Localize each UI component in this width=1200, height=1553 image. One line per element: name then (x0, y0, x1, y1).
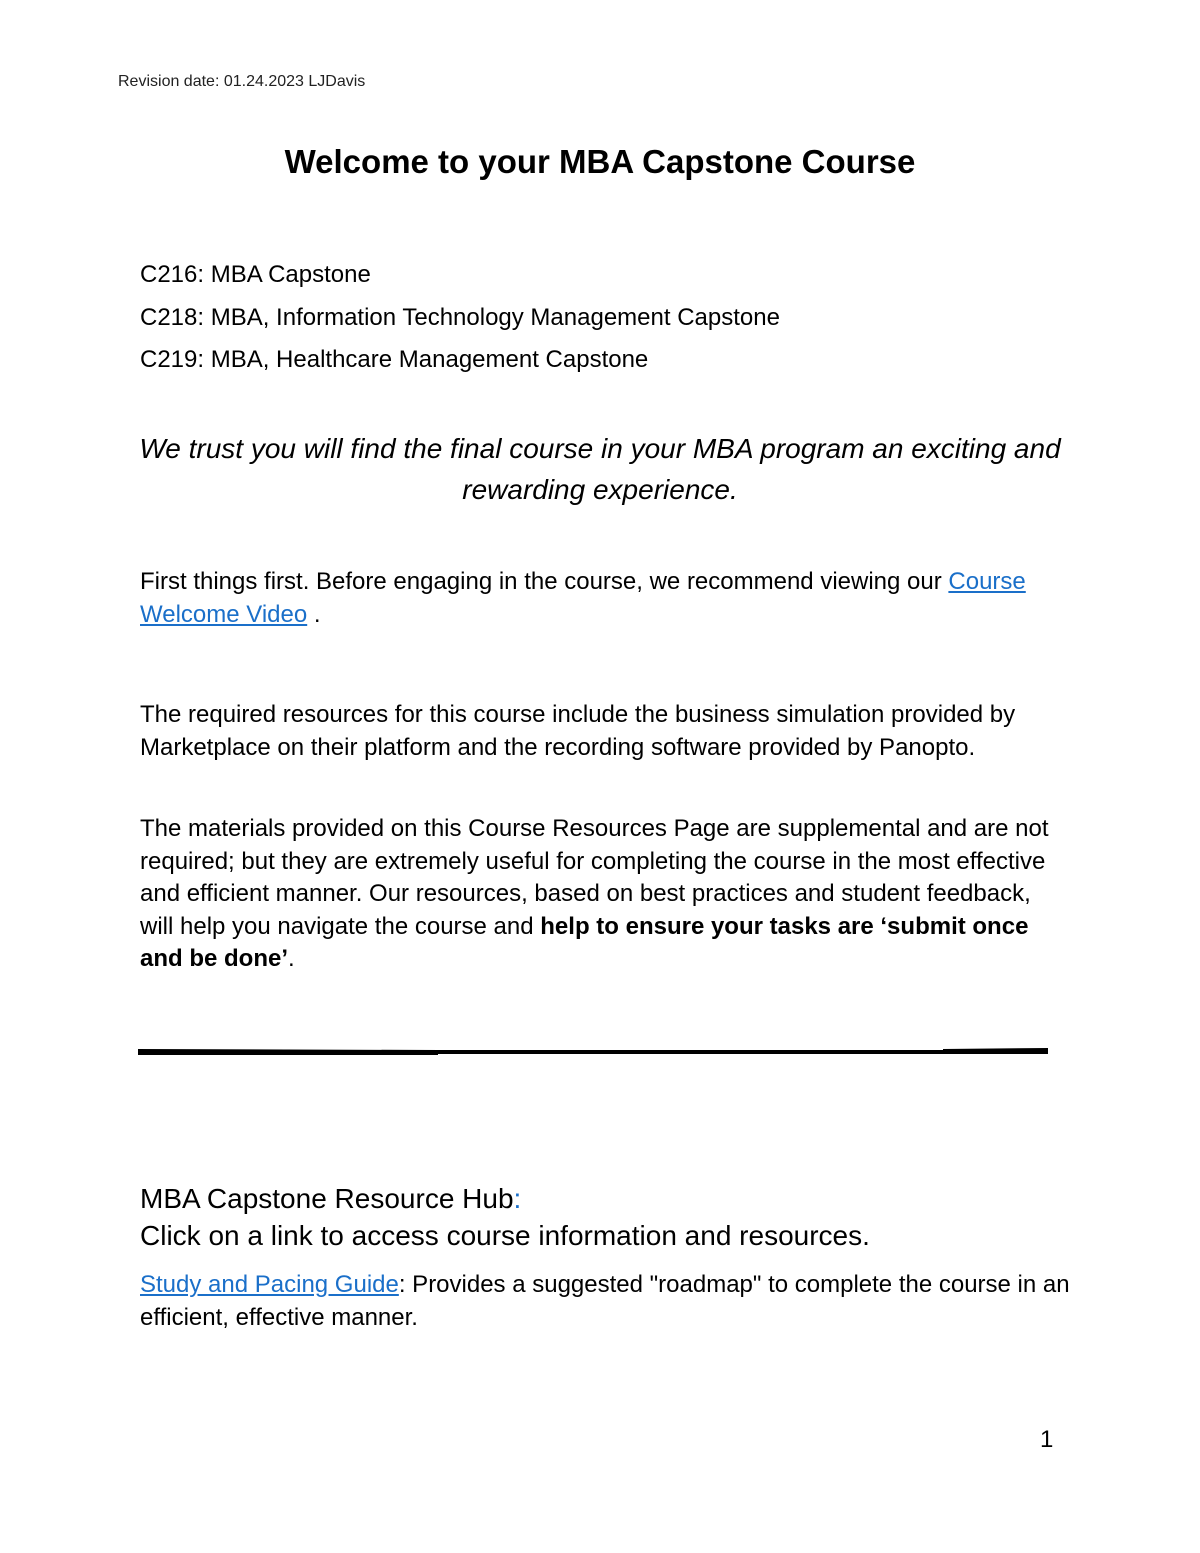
study-pacing-guide-link[interactable]: Study and Pacing Guide (140, 1271, 399, 1298)
page-title: Welcome to your MBA Capstone Course (284, 143, 916, 180)
course-item-c216: C216: MBA Capstone (140, 261, 371, 288)
materials-paragraph (140, 813, 1070, 976)
intro-paragraph (140, 566, 1070, 631)
revision-date: Revision date: 01.24.2023 LJDavis (118, 73, 366, 90)
section-divider (138, 1046, 1048, 1058)
intro-text-end: . (307, 600, 321, 628)
tagline: We trust you will find the final course in your MBA program an exciting and rewarding experience. (139, 433, 1061, 505)
study-guide-paragraph (140, 1269, 1070, 1334)
materials-bold-text: help to ensure your tasks are ‘submit once and be done’ (140, 912, 1029, 972)
resource-hub-subtitle: Click on a link to access course information and resources. (140, 1220, 870, 1251)
course-welcome-video-link[interactable]: Course Welcome Video (140, 568, 1026, 628)
resource-hub-heading (140, 1180, 870, 1254)
materials-text: The materials provided on this Course Resources Page are supplemental and are not required; but they are extremely useful for completing the course in the most effective and efficient manner. Our resources, based on best practices and student feedback, will help you navigate the course and (140, 815, 1049, 940)
course-item-c218: C218: MBA, Information Technology Management Capstone (140, 304, 780, 331)
study-guide-description: : Provides a suggested "roadmap" to complete the course in an efficient, effective manner. (140, 1271, 1070, 1331)
course-item-c219: C219: MBA, Healthcare Management Capstone (140, 346, 649, 373)
resources-paragraph: The required resources for this course include the business simulation provided by Marketplace on their platform and the recording software provided by Panopto. (140, 701, 1016, 761)
resource-hub-colon: : (513, 1183, 522, 1214)
materials-text-end: . (288, 945, 295, 972)
page-number: 1 (1040, 1426, 1054, 1453)
resource-hub-title: MBA Capstone Resource Hub (140, 1183, 514, 1214)
intro-text: First things first. Before engaging in the course, we recommend viewing our (140, 568, 949, 595)
